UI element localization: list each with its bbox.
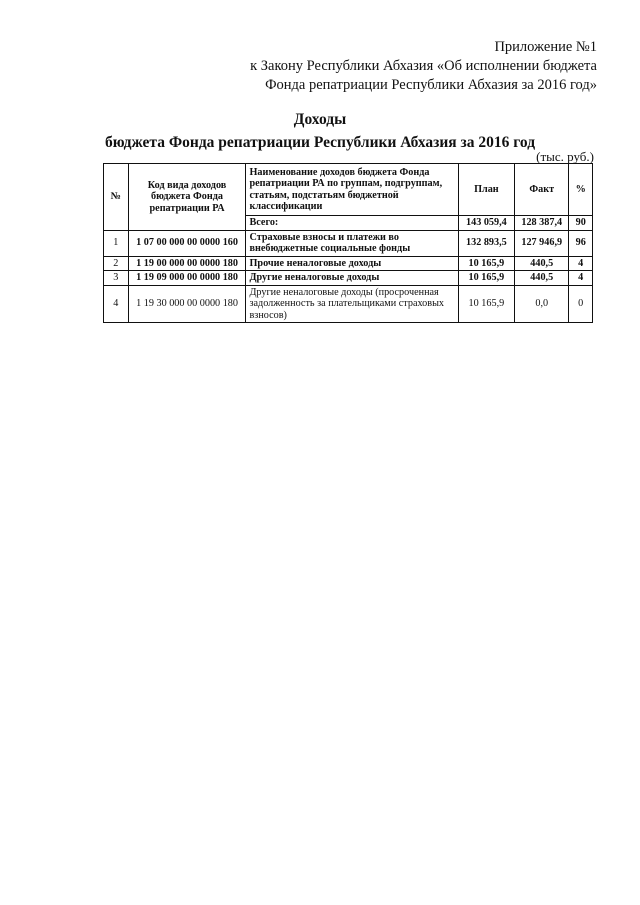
total-fact: 128 387,4 [515,216,569,231]
row-plan: 10 165,9 [458,271,514,286]
header-num: № [104,164,129,231]
table-header-row [104,164,593,216]
row-plan: 132 893,5 [458,230,514,256]
document-subtitle: бюджета Фонда репатриации Республики Абхазия за 2016 год [104,134,536,151]
row-fact: 440,5 [515,256,569,271]
appendix-header [250,38,597,95]
appendix-line-3: Фонда репатриации Республики Абхазия за 2016 год» [265,77,597,93]
header-name: Наименование доходов бюджета Фонда репатриации РА по группам, подгруппам, статьям, подстатьям бюджетной классификации [246,164,458,216]
row-plan: 10 165,9 [458,285,514,323]
row-fact: 127 946,9 [515,230,569,256]
row-name: Другие неналоговые доходы [246,271,458,286]
row-num: 1 [104,230,129,256]
row-pct: 4 [569,256,593,271]
row-code: 1 19 30 000 00 0000 180 [128,285,246,323]
row-num: 2 [104,256,129,271]
row-name: Прочие неналоговые доходы [246,256,458,271]
total-plan: 143 059,4 [458,216,514,231]
row-pct: 96 [569,230,593,256]
row-fact: 440,5 [515,271,569,286]
row-code: 1 19 00 000 00 0000 180 [128,256,246,271]
row-num: 4 [104,285,129,323]
row-code: 1 19 09 000 00 0000 180 [128,271,246,286]
units-label: (тыс. руб.) [536,149,594,164]
table-row [104,271,593,286]
table-row [104,230,593,256]
row-num: 3 [104,271,129,286]
header-fact: Факт [515,164,569,216]
total-pct: 90 [569,216,593,231]
table-row [104,256,593,271]
total-name: Всего: [246,216,458,231]
header-pct: % [569,164,593,216]
appendix-line-2: к Закону Республики Абхазия «Об исполнении бюджета [250,58,597,74]
appendix-line-1: Приложение №1 [494,39,597,55]
header-plan: План [458,164,514,216]
row-plan: 10 165,9 [458,256,514,271]
table-row [104,285,593,323]
row-code: 1 07 00 000 00 0000 160 [128,230,246,256]
revenue-table [103,163,593,323]
header-code: Код вида доходов бюджета Фонда репатриации РА [128,164,246,231]
row-pct: 0 [569,285,593,323]
row-name: Другие неналоговые доходы (просроченная задолженность за плательщиками страховых взносов) [246,285,458,323]
row-fact: 0,0 [515,285,569,323]
row-name: Страховые взносы и платежи во внебюджетные социальные фонды [246,230,458,256]
document-title: Доходы [293,111,347,128]
row-pct: 4 [569,271,593,286]
